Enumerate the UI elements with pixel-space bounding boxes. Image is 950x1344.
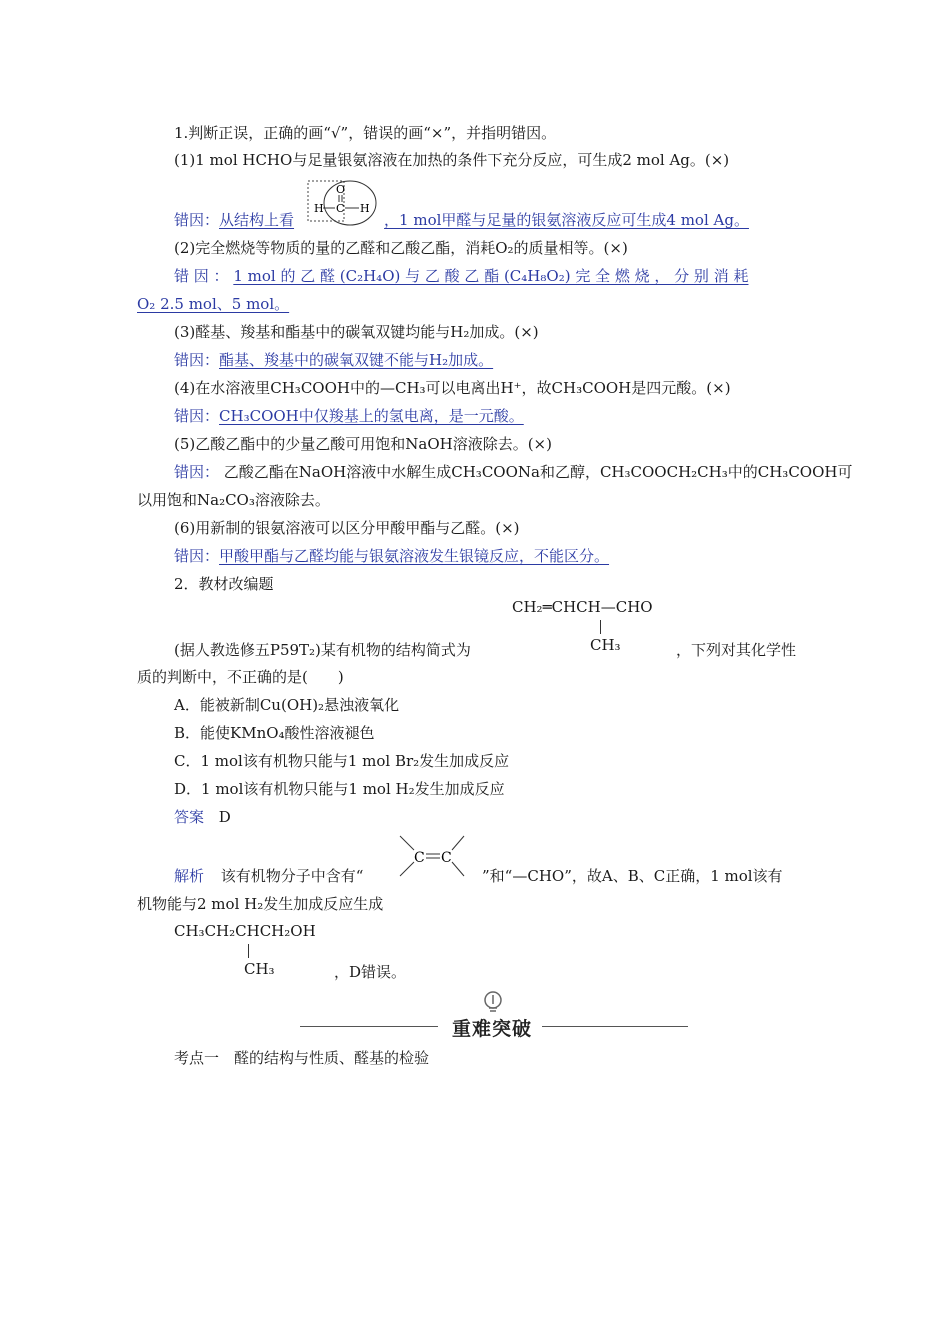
bond-line: [248, 944, 249, 958]
option-b: B．能使KMnO₄酸性溶液褪色: [174, 724, 375, 742]
q2-structure: [512, 598, 653, 654]
reason-text: CH₃COOH中仅羧基上的氢电离，是一元酸。: [219, 407, 524, 425]
q2-stem: (据人教选修五P59T₂)某有机物的结构简式为: [174, 641, 471, 659]
q2-stem-tail: ，下列对其化学性: [676, 641, 797, 659]
q2-stem-cont: 质的判断中，不正确的是( ): [137, 668, 344, 686]
q1-reason-5: [174, 462, 852, 482]
q1-reason-3: [174, 350, 493, 370]
reason-label: 错因：: [174, 211, 220, 229]
reason-text: ，1 mol甲醛与足量的银氨溶液反应可生成4 mol Ag。: [384, 211, 749, 229]
reason-text: 乙酸乙酯在NaOH溶液中水解生成CH₃COONa和乙醇，CH₃COOCH₂CH₃中的CH₃COOH可: [223, 463, 853, 481]
svg-text:C: C: [414, 850, 425, 866]
q1-reason-1: [174, 210, 749, 230]
svg-text:H: H: [360, 202, 370, 215]
reason-label: 错 因 ：: [174, 267, 229, 285]
reason-label: 错因：: [174, 407, 220, 425]
svg-text:C: C: [441, 850, 452, 866]
reason-text: 酯基、羧基中的碳氧双键不能与H₂加成。: [219, 351, 494, 369]
analysis-cont: 机物能与2 mol H₂发生加成反应生成: [137, 895, 384, 913]
product-structure: [174, 922, 316, 978]
q1-item-2: (2)完全燃烧等物质的量的乙醛和乙酸乙酯，消耗O₂的质量相等。(×): [174, 239, 628, 257]
section-title: 重难突破: [452, 1018, 533, 1040]
q1-item-4: (4)在水溶液里CH₃COOH中的—CH₃可以电离出H⁺，故CH₃COOH是四元酸。(×): [174, 379, 731, 397]
analysis-conclusion: ，D错误。: [334, 963, 407, 981]
reason-text: 甲酸甲酯与乙醛均能与银氨溶液发生银镜反应，不能区分。: [219, 547, 610, 565]
answer-label: 答案: [174, 808, 205, 826]
q1-reason-6: [174, 546, 609, 566]
analysis-label: 解析: [174, 867, 205, 885]
section-rule-right: [542, 1026, 688, 1027]
analysis: [174, 866, 363, 886]
analysis-text: 该有机物分子中含有“: [220, 867, 364, 885]
lightbulb-icon: [481, 990, 505, 1014]
q1-reason-2: [174, 266, 814, 286]
q1-reason-4: [174, 406, 524, 426]
answer-value: D: [218, 808, 231, 826]
q1-item-3: (3)醛基、羧基和酯基中的碳氧双键均能与H₂加成。(×): [174, 323, 539, 341]
reason-text: 从结构上看: [219, 211, 295, 229]
topic-heading: 考点一 醛的结构与性质、醛基的检验: [174, 1049, 430, 1067]
svg-text:C: C: [336, 202, 345, 215]
q1-reason-2-cont: O₂ 2.5 mol、5 mol。: [137, 295, 290, 313]
option-d: D．1 mol该有机物只能与1 mol H₂发生加成反应: [174, 780, 505, 798]
option-c: C．1 mol该有机物只能与1 mol Br₂发生加成反应: [174, 752, 510, 770]
q1-title: 1.判断正误，正确的画“√”，错误的画“×”，并指明错因。: [174, 124, 557, 142]
q2-title: 2．教材改编题: [174, 575, 274, 593]
reason-label: 错因：: [174, 351, 220, 369]
analysis-text-tail: ”和“—CHO”，故A、B、C正确，1 mol该有: [482, 867, 783, 885]
answer: [174, 807, 231, 827]
structure-branch: CH₃: [590, 636, 621, 654]
svg-text:O: O: [336, 183, 346, 196]
q1-item-6: (6)用新制的银氨溶液可以区分甲酸甲酯与乙醛。(×): [174, 519, 520, 537]
q1-reason-5-cont: 以用饱和Na₂CO₃溶液除去。: [137, 491, 330, 509]
reason-text: 1 mol 的 乙 醛 (C₂H₄O) 与 乙 酸 乙 酯 (C₄H₈O₂) 完 全 燃 烧 ， 分 别 消 耗: [233, 267, 749, 285]
bond-line: [600, 620, 601, 634]
structure-main: CH₂═CHCH—CHO: [512, 598, 653, 616]
q1-item-1: (1)1 mol HCHO与足量银氨溶液在加热的条件下充分反应，可生成2 mol Ag。(×): [174, 151, 730, 169]
svg-text:H: H: [314, 202, 324, 215]
alkene-structure: [396, 832, 468, 880]
section-rule-left: [300, 1026, 438, 1027]
reason-label: 错因：: [174, 463, 220, 481]
q1-item-5: (5)乙酸乙酯中的少量乙酸可用饱和NaOH溶液除去。(×): [174, 435, 552, 453]
product-branch: CH₃: [244, 960, 275, 978]
option-a: A．能被新制Cu(OH)₂悬浊液氧化: [174, 696, 400, 714]
product-main: CH₃CH₂CHCH₂OH: [174, 922, 316, 940]
reason-label: 错因：: [174, 547, 220, 565]
